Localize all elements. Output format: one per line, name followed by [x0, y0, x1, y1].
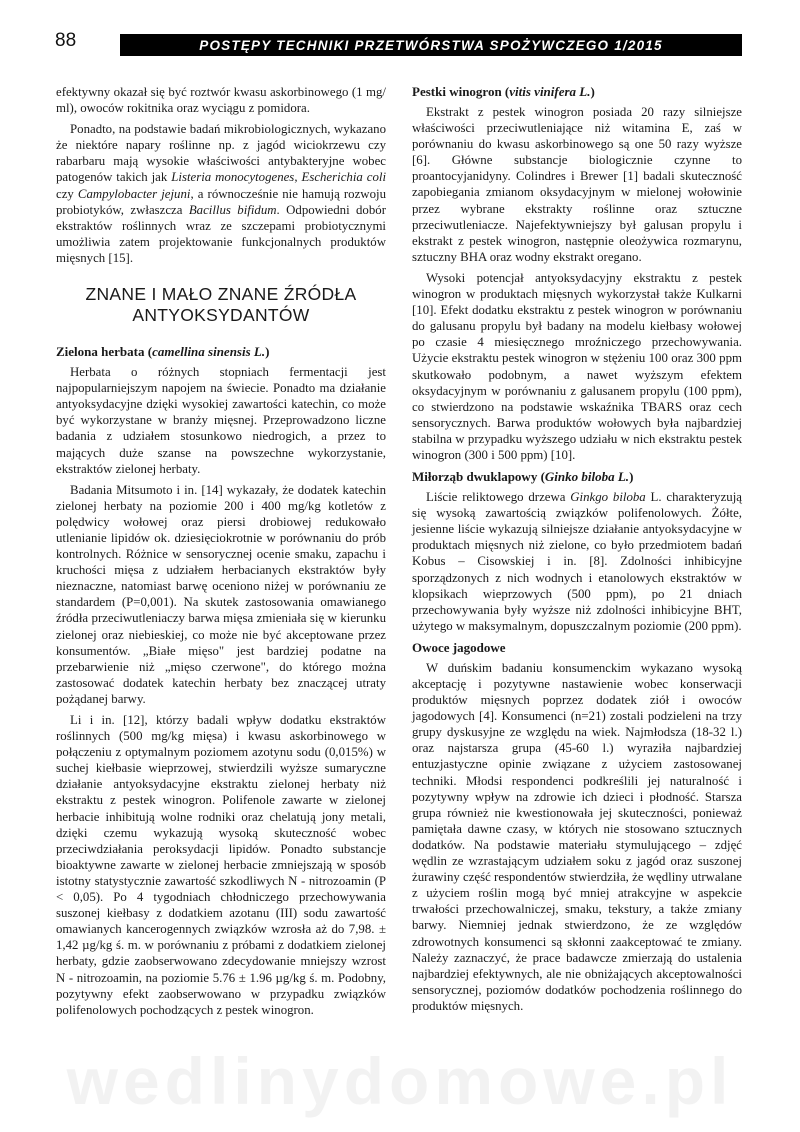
journal-header [120, 34, 742, 56]
paragraph: Li i in. [12], którzy badali wpływ dodatku ekstraktów roślinnych (500 mg/kg mięsa) i kwasu askorbinowego w połączeniu z optymalnym poziomem azotynu sodu (0,015%) w suchej kiełbasie wieprzowej, stwierdzili wyższe sumaryczne działanie antyoksydacyjne ekstraktu zielonej herbaty niż ekstraktu z pestek winogron. Polifenole zawarte w zielonej herbacie inhibitują wolne rodniki oraz chelatują jony metali, dzięki czemu wykazują wysoką skuteczność wobec przeciwdziałania peroksydacji lipidów. Ponadto substancje bioaktywne zawarte w zielonej herbacie zmniejszają w sposób istotny statystycznie zawartość szkodliwych N - nitrozoamin (P < 0,05). Po 4 tygodniach chłodniczego przechowywania suszonej kiełbasy z dodatkiem azotanu (III) sodu zawartość omawianych kancerogennych związków wzrosła aż do 7,98. ± 1,42 µg/kg ś. m. w porównaniu z próbami z dodatkiem zielonej herbaty, gdzie zaobserwowano zdecydowanie mniejszy wzrost N - nitrozoamin, na poziomie 5.76 ± 1.96 µg/kg ś. m. Podobny, pozytywny efekt zaobserwowano w przypadku związków polifenolowych pochodzących z pestek winogron. [56, 713, 386, 1017]
journal-title: POSTĘPY TECHNIKI PRZETWÓRSTWA SPOŻYWCZEGO 1/2015 [199, 37, 663, 53]
paragraph: W duńskim badaniu konsumenckim wykazano wysoką akceptację i pozytywne nastawienie wobec konserwacji produktów mięsnych poprzez dodatek ziół i owoców jagodowych [4]. Konsumenci (n=21) zostali podzieleni na trzy grupy dyskusyjne ze względu na wiek. Najmłodsza (18-32 l.) oraz najstarsza grupa (45-60 l.) wyraziła najbardziej entuzjastyczne opinie związane z użyciem zastosowanej techniki. Młodsi respondenci podkreślili jej naturalność i pozytywny wpływ na zdrowie ich dzieci i płodność. Starsza grupa również nie kwestionowała jej skuteczności, ponieważ pamiętała dawne czasy, w których nie stosowano sztucznych dodatków. Na podstawie materiału stymulującego – zdjęć wędlin ze wzrastającym udziałem soku z jagód oraz suszonej żurawiny część respondentów stwierdziła, że wędliny utrwalane z użyciem roślin mogą być mniej atrakcyjne w aspekcie trwałości przechowalniczej, smaku, tekstury, a także zmiany barwy. Niemniej jednak stwierdzono, że ze względów zdrowotnych konsumenci są skłonni zaakceptować te zmiany. Należy zaznaczyć, że prace badawcze zmierzają do ustalenia najbardziej efektywnych, ale nie obniżających akceptowalności sensorycznej, poziomów dodatków pochodzenia roślinnego do produktów mięsnych. [412, 660, 742, 1013]
page-number: 88 [55, 30, 77, 51]
paragraph: Herbata o różnych stopniach fermentacji jest najpopularniejszym napojem na świecie. Ponadto ma działanie antyoksydacyjne dzięki wysokiej zawartości katechin, co może być wykorzystane w branży mięsnej. Przeprowadzono liczne badania z udziałem stosunkowo niedrogich, a przez to mających duże szanse na powszechne wykorzystanie, ekstraktów zielonej herbaty. [56, 365, 386, 476]
paragraph: Liście reliktowego drzewa Ginkgo biloba L. charakteryzują się wysoką zawartością związków polifenolowych. Żółte, jesienne liście wykazują silniejsze działanie antyoksydacyjne w produktach mięsnych niż zielone, co było przedmiotem badań Kobus – Cisowskiej i in. [8]. Zdolności inhibicyjne sporządzonych z nich wodnych i etanolowych ekstraktów w klopsikach wieprzowych (500 ppm), po 21 dniach przechowywania były wyższe niż zdolności inhibicyjne BHT, użytego w maksymalnym, dopuszczalnym poziomie (200 ppm). [412, 490, 742, 633]
paragraph: efektywny okazał się być roztwór kwasu askorbinowego (1 mg/ ml), owoców rokitnika oraz wyciągu z pomidora. [56, 85, 386, 116]
subsection-heading-grape-seeds: Pestki winogron (vitis vinifera L.) [412, 84, 595, 99]
left-column [56, 84, 386, 1023]
subsection-heading-berries: Owoce jagodowe [412, 639, 506, 655]
watermark: wedlinydomowe.pl [66, 1044, 734, 1118]
paragraph: Wysoki potencjał antyoksydacyjny ekstraktu z pestek winogron w produktach mięsnych wykorzystał także Kulkarni [10]. Efekt dodatku ekstraktu z pestek winogron w porównaniu do galusanu propylu był badany na modelu kiełbasy wołowej po czasie 4 miesięcznego mroźniczego przechowywania. Użycie ekstraktu pestek winogron w stężeniu 100 oraz 300 ppm skutkowało podobnym, a nawet wyższym efektem oksydacyjnym w porównaniu z galusanem propylu (100 ppm), co stwierdzono na podstawie wskaźnika TBARS oraz cech sensorycznych. Barwa produktów wołowych była najbardziej stabilna w przypadku wyższego udziału w nich ekstraktu pestek winogron (300 i 500 ppm) [10]. [412, 270, 742, 462]
subsection-heading-green-tea: Zielona herbata (camellina sinensis L.) [56, 344, 270, 360]
paragraph: Badania Mitsumoto i in. [14] wykazały, że dodatek katechin zielonej herbaty na poziomie 200 i 400 mg/kg kotletów z polędwicy wołowej oraz piersi drobiowej redukowało utlenianie lipidów ok. dziesięciokrotnie w porównaniu do prób kontrolnych. Różnice w sensorycznej ocenie smaku, zapachu i kruchości mięsa z udziałem herbacianych ekstraktów były nieznaczne, natomiast barwę oceniono niżej w porównaniu ze standardem (P=0,001). Na skutek zastosowania omawianego źródła przeciwutleniaczy barwa mięsa zmieniała się w kierunku zielonej oraz niebieskiej, co może nie być akceptowane przez konsumentów. „Białe mięso" jest bardziej podatne na przebarwienie niż „mięso czerwone", do którego można zastosować dodatek katechin herbaty bez znaczącej utraty pożądanej barwy. [56, 482, 386, 706]
subsection-heading-ginkgo: Miłorząb dwuklapowy (Ginko biloba L.) [412, 469, 634, 485]
paragraph: Ekstrakt z pestek winogron posiada 20 razy silniejsze właściwości przeciwutleniające niż witamina E, zaś w porównaniu do kwasu askorbinowego są one 50 razy wyższe [6]. Główne substancje biologicznie czynne to proantocyjanidyny. Colindres i Brewer [1] badali skuteczność zapobiegania zmianom oksydacyjnym w mielonej wołowinie przez wybrane ekstrakty roślinne oraz sztuczne przeciwutleniacze. Najefektywniejszy był galusan propylu i ekstrakt z pestek winogron, następnie oleożywica rozmarynu, sztuczny BHA oraz wodny ekstrakt oregano. [412, 105, 742, 264]
right-column [412, 84, 742, 1019]
section-title: ZNANE I MAŁO ZNANE ŹRÓDŁA ANTYOKSYDANTÓW [85, 284, 357, 326]
paragraph: Ponadto, na podstawie badań mikrobiologicznych, wykazano że niektóre napary roślinne np. z jagód wiciokrzewu czy rabarbaru mają wysokie właściwości antybakteryjne wobec patogenów takich jak Listeria monocytogenes, Escherichia coli czy Campylobacter jejuni, a równocześnie nie hamują rozwoju probiotyków, zwłaszcza Bacillus bifidum. Odpowiedni dobór ekstraktów roślinnych wraz ze szczepami probiotycznymi umożliwia zatem projektowanie funkcjonalnych produktów mięsnych [15]. [56, 122, 387, 265]
